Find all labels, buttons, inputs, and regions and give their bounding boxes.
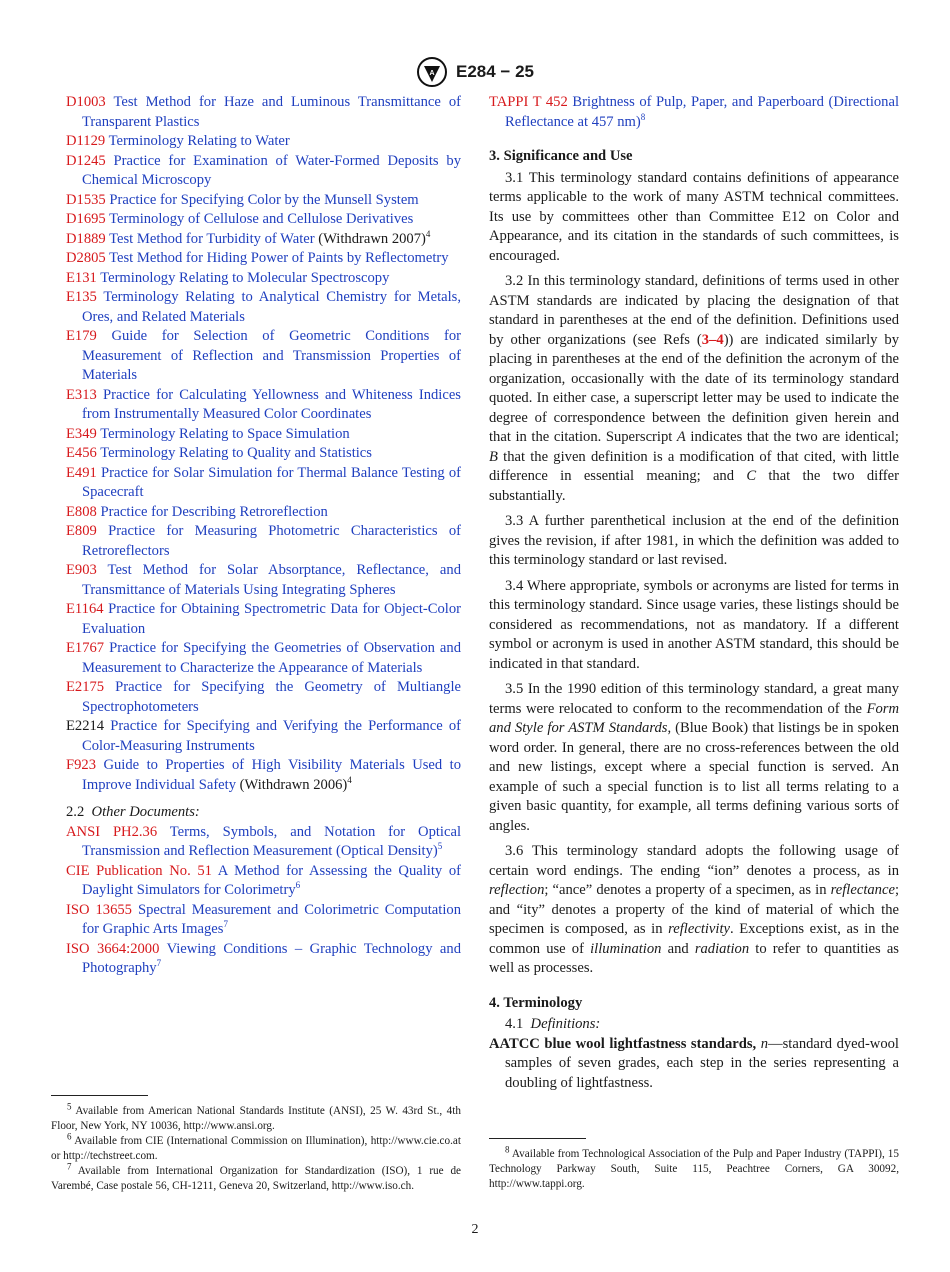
reference-entry[interactable] bbox=[66, 191, 461, 211]
reference-code: F923 bbox=[66, 757, 97, 773]
reference-entry[interactable] bbox=[66, 132, 461, 152]
reference-title[interactable]: Terminology Relating to Space Simulation bbox=[100, 425, 350, 442]
footnote-marker: 6 bbox=[295, 880, 301, 891]
reference-title[interactable]: Terminology of Cellulose and Cellulose Derivatives bbox=[109, 211, 414, 227]
section-3-heading: 3. Significance and Use bbox=[489, 148, 633, 164]
reference-title[interactable]: Test Method for Hiding Power of Paints by Reflectometry bbox=[109, 250, 449, 266]
footnote bbox=[489, 1144, 899, 1192]
footnote-number: 6 bbox=[67, 1131, 72, 1142]
reference-title[interactable]: Spectral Measurement and Colorimetric Computation for Graphic Arts Images bbox=[82, 901, 461, 937]
footnote-marker: 4 bbox=[425, 228, 431, 239]
reference-entry[interactable] bbox=[66, 717, 461, 756]
reference-title[interactable]: Practice for Describing Retroreflection bbox=[100, 503, 328, 520]
reference-title[interactable]: Practice for Solar Simulation for Thermal Balance Testing of Spacecraft bbox=[82, 464, 461, 500]
footnote-marker: 7 bbox=[223, 919, 228, 930]
footnote-marker: 7 bbox=[156, 958, 162, 969]
reference-code: E809 bbox=[66, 523, 97, 539]
reference-title[interactable]: Practice for Specifying Color by the Munsell System bbox=[109, 191, 419, 208]
reference-entry[interactable] bbox=[66, 327, 461, 386]
reference-entry[interactable] bbox=[66, 464, 461, 503]
paragraph-3-6: 3.6 This terminology standard adopts the following usage of certain word endings. The ending “ion” denotes a process, as in reflection; “ance” denotes a property of a specimen, as in reflectance; and “ity” denotes a property of the kind of material of which the specimen is composed, as in reflectivity. Exceptions exist, as in the common use of illumination and radiation to refer to quantities as well as processes. bbox=[489, 843, 899, 976]
reference-code: E135 bbox=[66, 289, 97, 305]
reference-code: D1695 bbox=[66, 211, 106, 227]
reference-code: E313 bbox=[66, 386, 97, 403]
reference-entry[interactable] bbox=[66, 561, 461, 600]
designation: E284 − 25 bbox=[456, 62, 534, 81]
reference-code: D1889 bbox=[66, 230, 106, 247]
reference-code: CIE Publication No. 51 bbox=[66, 862, 212, 879]
reference-code: E1767 bbox=[66, 640, 105, 656]
reference-code: E1164 bbox=[66, 601, 104, 617]
footnote bbox=[51, 1161, 461, 1194]
footnote-marker: 5 bbox=[437, 841, 443, 852]
paragraph-3-4: 3.4 Where appropriate, symbols or acronyms are listed for terms in this terminology standard. Since usage varies, these listings should be considered as recommendations, not as mandatory. If a different symbol or acronym is used in another ASTM standard, this should be indicated in that standard. bbox=[489, 577, 899, 672]
reference-title[interactable]: Terms, Symbols, and Notation for Optical Transmission and Reflection Measurement (Optical Density) bbox=[82, 823, 461, 859]
reference-code: E179 bbox=[66, 328, 97, 344]
reference-title[interactable]: Terminology Relating to Quality and Statistics bbox=[100, 445, 372, 461]
astm-logo-icon bbox=[416, 56, 448, 88]
reference-title[interactable]: Guide for Selection of Geometric Conditions for Measurement of Reflection and Transmission Properties of Materials bbox=[82, 328, 461, 383]
reference-code: E131 bbox=[66, 269, 97, 286]
footnote-number: 8 bbox=[505, 1144, 510, 1155]
reference-entry[interactable] bbox=[66, 901, 461, 940]
reference-entry[interactable] bbox=[66, 93, 461, 132]
subsection-4-1: 4.1 Definitions: bbox=[505, 1016, 601, 1032]
reference-entry[interactable] bbox=[66, 425, 461, 445]
page-header bbox=[0, 56, 950, 88]
reference-title[interactable]: Practice for Specifying the Geometries of Observation and Measurement to Characterize the Appearance of Materials bbox=[82, 640, 461, 676]
withdrawn-note: (Withdrawn 2007) bbox=[314, 230, 426, 247]
reference-entry[interactable] bbox=[66, 600, 461, 639]
reference-entry[interactable] bbox=[66, 522, 461, 561]
reference-entry[interactable] bbox=[66, 249, 461, 269]
reference-entry[interactable] bbox=[66, 639, 461, 678]
reference-code: ISO 13655 bbox=[66, 901, 132, 918]
reference-code: ANSI PH2.36 bbox=[66, 823, 158, 840]
left-column bbox=[66, 93, 461, 979]
reference-title[interactable]: Practice for Measuring Photometric Characteristics of Retroreflectors bbox=[82, 523, 461, 559]
refs-link[interactable]: 3–4 bbox=[701, 331, 724, 348]
reference-entry[interactable] bbox=[66, 210, 461, 230]
reference-title[interactable]: Terminology Relating to Molecular Spectroscopy bbox=[100, 269, 390, 286]
reference-code: E491 bbox=[66, 464, 97, 481]
reference-title[interactable]: Test Method for Haze and Luminous Transmittance of Transparent Plastics bbox=[82, 94, 461, 130]
page-number: 2 bbox=[471, 1222, 479, 1237]
footnote-number: 7 bbox=[67, 1161, 72, 1172]
footnote-rule-left bbox=[51, 1095, 148, 1096]
paragraph-3-1: 3.1 This terminology standard contains definitions of appearance terms applicable to the work of many ASTM technical committees. Its use by committees other than Committee E12 on Color and Appearance, and its citation in the standards of such committees, is encouraged. bbox=[489, 169, 899, 264]
reference-code: E2214 bbox=[66, 718, 105, 734]
reference-title[interactable]: Practice for Specifying the Geometry of Multiangle Spectrophotometers bbox=[82, 679, 461, 715]
footnote-marker: 4 bbox=[347, 774, 352, 785]
reference-entry[interactable] bbox=[66, 288, 461, 327]
paragraph-3-2: 3.2 In this terminology standard, definitions of terms used in other ASTM standards are indicated by placing the designation of that standard in parentheses at the end of the definition. Definitions used by other organizations (see Refs (3–4)) are indicated similarly by placing in parentheses at the end of the definition the acronym of the organization, occasionally with the date of its terminology standard quoted. In either case, a superscript letter may be used to indicate the degree of correspondence between the definition given herein and that in the citation. Superscript A indicates that the two are identical; B that the given definition is a modification of that cited, with little difference in essential meaning; and C that the two differ substantially. bbox=[489, 273, 899, 504]
reference-entry[interactable] bbox=[66, 269, 461, 289]
paragraph-3-5: 3.5 In the 1990 edition of this terminology standard, a great many terms were relocated to conform to the recommendation of the Form and Style for ASTM Standards, (Blue Book) that listings be in spoken word order. In general, there are no cross-references between the old and new listings, except where a special function is served. An example of such a special function is to list all terms relating to a given basic quantity, for example, all terms defining various sorts of angles. bbox=[489, 681, 899, 834]
withdrawn-note: (Withdrawn 2006) bbox=[236, 776, 348, 793]
referenced-astm-standards bbox=[66, 93, 461, 795]
reference-entry[interactable] bbox=[66, 152, 461, 191]
footnote bbox=[51, 1131, 461, 1164]
other-documents-list bbox=[66, 823, 461, 979]
other-documents-heading: 2.2 Other Documents: bbox=[66, 804, 200, 820]
reference-entry[interactable] bbox=[66, 678, 461, 717]
reference-title[interactable]: Test Method for Turbidity of Water bbox=[109, 230, 315, 247]
reference-code: E456 bbox=[66, 445, 97, 461]
reference-title[interactable]: Terminology Relating to Water bbox=[108, 133, 290, 149]
reference-code: D1535 bbox=[66, 191, 106, 208]
reference-code: E2175 bbox=[66, 679, 105, 695]
reference-code: E903 bbox=[66, 562, 97, 578]
footnote-number: 5 bbox=[67, 1101, 72, 1112]
reference-title[interactable]: Practice for Specifying and Verifying the Performance of Color-Measuring Instruments bbox=[82, 718, 461, 754]
reference-code: ISO 3664:2000 bbox=[66, 940, 160, 957]
reference-title[interactable]: Practice for Calculating Yellowness and Whiteness Indices from Instrumentally Measured Color Coordinates bbox=[82, 386, 461, 422]
footnote-text: Available from Technological Association of the Pulp and Paper Industry (TAPPI), 15 Technology Parkway South, Suite 115, Peachtree Corners, GA 30092, http://www.tappi.org. bbox=[489, 1148, 899, 1190]
reference-code: E349 bbox=[66, 425, 97, 442]
reference-entry[interactable] bbox=[66, 862, 461, 901]
reference-entry-tappi[interactable]: TAPPI T 452 Brightness of Pulp, Paper, and Paperboard (Directional Reflectance at 457 nm)$^8$ bbox=[489, 94, 900, 130]
footnote-text: Available from CIE (International Commission on Illumination), http://www.cie.co.at or http://techstreet.com. bbox=[51, 1135, 461, 1162]
reference-entry[interactable] bbox=[66, 823, 461, 862]
reference-code: D1129 bbox=[66, 133, 106, 149]
section-4-heading: 4. Terminology bbox=[489, 994, 583, 1011]
reference-title[interactable]: Guide to Properties of High Visibility Materials Used to Improve Individual Safety bbox=[82, 757, 461, 793]
reference-entry[interactable] bbox=[66, 386, 461, 425]
term: AATCC blue wool lightfastness standards, bbox=[489, 1035, 757, 1052]
footnote-text: Available from American National Standards Institute (ANSI), 25 W. 43rd St., 4th Floor, New York, NY 10036, http://www.ansi.org. bbox=[51, 1105, 461, 1132]
reference-title[interactable]: Practice for Examination of Water-Formed Deposits by Chemical Microscopy bbox=[82, 152, 461, 188]
footnote-text: Available from International Organization for Standardization (ISO), 1 rue de Varembé, Case postale 56, CH-1211, Geneva 20, Switzerland, http://www.iso.ch. bbox=[51, 1165, 461, 1192]
definition-aatcc: AATCC blue wool lightfastness standards, n—standard dyed-wool samples of seven grades, each step in the series representing a doubling of lightfastness. bbox=[489, 1035, 899, 1091]
reference-code: D2805 bbox=[66, 250, 106, 266]
footnote bbox=[51, 1101, 461, 1134]
reference-entry[interactable] bbox=[66, 503, 461, 523]
reference-title[interactable]: Practice for Obtaining Spectrometric Data for Object-Color Evaluation bbox=[82, 601, 461, 637]
paragraph-3-3: 3.3 A further parenthetical inclusion at the end of the definition gives the revision, if after 1981, in which the definition was added to this terminology standard or last revised. bbox=[489, 513, 899, 568]
reference-entry[interactable] bbox=[66, 940, 461, 979]
footnotes-right bbox=[489, 1144, 899, 1192]
svg-text:A: A bbox=[429, 70, 435, 77]
reference-code: E808 bbox=[66, 503, 97, 520]
reference-title[interactable]: A Method for Assessing the Quality of Daylight Simulators for Colorimetry bbox=[82, 862, 461, 898]
reference-entry[interactable] bbox=[66, 230, 461, 250]
reference-entry[interactable] bbox=[66, 444, 461, 464]
reference-entry[interactable] bbox=[66, 756, 461, 795]
footnotes-left bbox=[51, 1101, 461, 1194]
reference-title[interactable]: Test Method for Solar Absorptance, Reflectance, and Transmittance of Materials Using Integrating Spheres bbox=[82, 562, 461, 598]
reference-title[interactable]: Terminology Relating to Analytical Chemistry for Metals, Ores, and Related Materials bbox=[82, 289, 461, 325]
right-column bbox=[489, 93, 899, 1093]
footnote-rule-right bbox=[489, 1138, 586, 1139]
reference-title[interactable]: Viewing Conditions – Graphic Technology and Photography bbox=[82, 940, 462, 976]
reference-code: D1003 bbox=[66, 94, 106, 110]
reference-code: D1245 bbox=[66, 152, 106, 169]
